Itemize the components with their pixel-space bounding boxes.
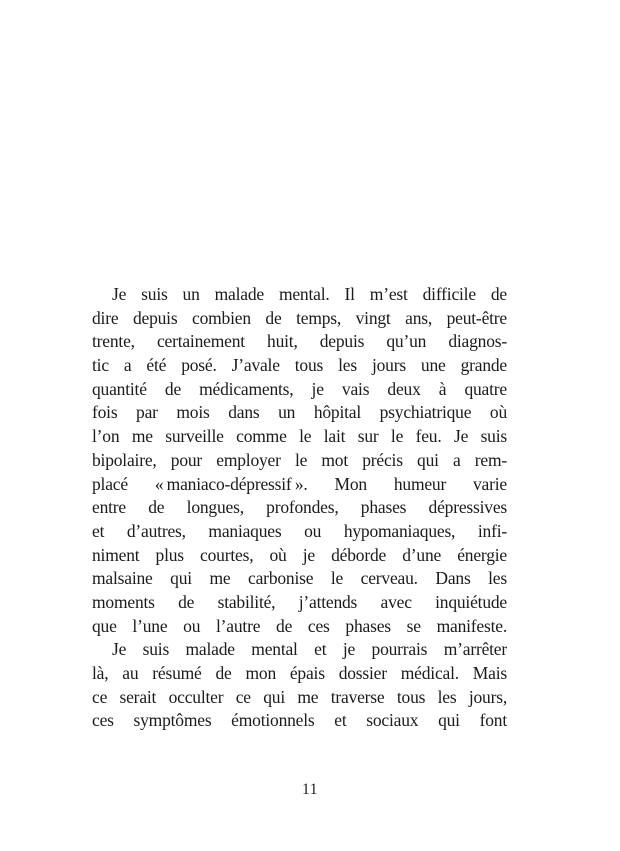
text-line: niment plus courtes, où je déborde d’une énergie (92, 544, 507, 565)
text-line: que l’une ou l’autre de ces phases se manifeste. (92, 615, 507, 636)
text-line: entre de longues, profondes, phases dépressives (92, 497, 507, 518)
text-line: tic a été posé. J’avale tous les jours une grande (92, 355, 507, 376)
text-line: là, au résumé de mon épais dossier médical. Mais (92, 663, 507, 683)
text-line: ce serait occulter ce qui me traverse tous les jours, (92, 686, 507, 707)
text-line: quantité de médicaments, je vais deux à quatre (92, 378, 507, 399)
text-line: bipolaire, pour employer le mot précis qui a rem- (92, 449, 507, 470)
text-line: Je suis un malade mental. Il m’est difficile de (112, 284, 507, 304)
text-line: et d’autres, maniaques ou hypomaniaques, infi- (92, 520, 507, 541)
text-line: dire depuis combien de temps, vingt ans, peut-être (92, 307, 507, 328)
text-line: l’on me surveille comme le lait sur le feu. Je suis (92, 426, 507, 447)
text-line: malsaine qui me carbonise le cerveau. Dans les (92, 568, 507, 589)
text-line: Je suis malade mental et je pourrais m’arrêter (112, 639, 507, 660)
text-line: moments de stabilité, j’attends avec inquiétude (92, 591, 507, 612)
text-line: ces symptômes émotionnels et sociaux qui font (92, 710, 507, 731)
text-block (92, 283, 507, 733)
page-number: 11 (302, 781, 318, 798)
text-line: trente, certainement huit, depuis qu’un diagnos- (92, 331, 507, 352)
text-line: placé « maniaco-dépressif ». Mon humeur varie (92, 473, 507, 494)
text-line: fois par mois dans un hôpital psychiatrique où (92, 402, 507, 423)
